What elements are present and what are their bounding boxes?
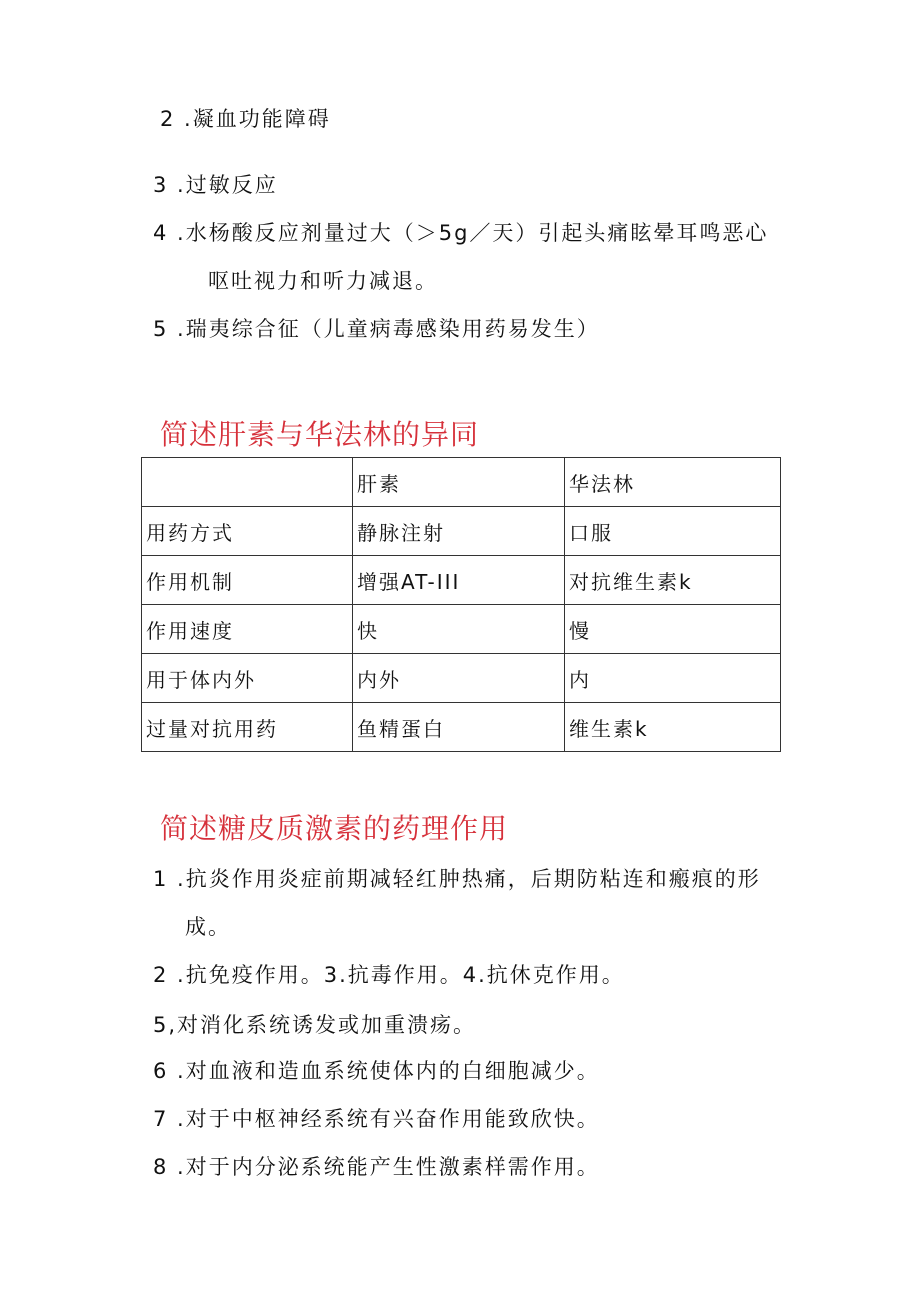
- table-header-cell: 肝素: [353, 458, 565, 507]
- table-cell: 对抗维生素k: [565, 556, 781, 605]
- table-cell: 内外: [353, 654, 565, 703]
- list-item-8: 8 .对于内分泌系统能产生性激素样需作用。: [153, 1155, 600, 1179]
- table-cell: 用药方式: [142, 507, 353, 556]
- table-header-cell: [142, 458, 353, 507]
- comparison-table: [141, 457, 781, 752]
- table-cell: 维生素k: [565, 703, 781, 752]
- list-item-6: 6 .对血液和造血系统使体内的白细胞减少。: [153, 1059, 600, 1083]
- section-heading-glucocorticoid: 简述糖皮质激素的药理作用: [160, 812, 509, 845]
- table-cell: 作用速度: [142, 605, 353, 654]
- table-cell: 静脉注射: [353, 507, 565, 556]
- table-cell: 慢: [565, 605, 781, 654]
- table-cell: 用于体内外: [142, 654, 353, 703]
- list-item-2: 2 .凝血功能障碍: [160, 107, 331, 131]
- table-cell: 作用机制: [142, 556, 353, 605]
- list-item-7: 7 .对于中枢神经系统有兴奋作用能致欣快。: [153, 1107, 600, 1131]
- table-cell: 内: [565, 654, 781, 703]
- table-header-cell: 华法林: [565, 458, 781, 507]
- table-row: [142, 556, 781, 605]
- list-item-3: 3 .过敏反应: [153, 173, 278, 197]
- table-cell: 增强AT-III: [353, 556, 565, 605]
- table-row: [142, 654, 781, 703]
- list-item-5: 5 .瑞夷综合征（儿童病毒感染用药易发生）: [153, 317, 600, 341]
- table-cell: 过量对抗用药: [142, 703, 353, 752]
- table-cell: 鱼精蛋白: [353, 703, 565, 752]
- section-heading-heparin-warfarin: 简述肝素与华法林的异同: [160, 418, 480, 451]
- table-cell: 口服: [565, 507, 781, 556]
- list-item-2-4: 2 .抗免疫作用。3.抗毒作用。4.抗休克作用。: [153, 963, 625, 987]
- list-item-1: 1 .抗炎作用炎症前期减轻红肿热痛，后期防粘连和瘢痕的形: [153, 867, 761, 891]
- list-item-4-continued: 呕吐视力和听力减退。: [208, 269, 438, 293]
- table-row: [142, 703, 781, 752]
- table-row: [142, 605, 781, 654]
- table-header-row: [142, 458, 781, 507]
- table-row: [142, 507, 781, 556]
- list-item-1-continued: 成。: [185, 915, 231, 939]
- list-item-5: 5,对消化系统诱发或加重溃疡。: [153, 1013, 477, 1037]
- table-cell: 快: [353, 605, 565, 654]
- list-item-4: 4 .水杨酸反应剂量过大（＞5g／天）引起头痛眩晕耳鸣恶心: [153, 221, 769, 245]
